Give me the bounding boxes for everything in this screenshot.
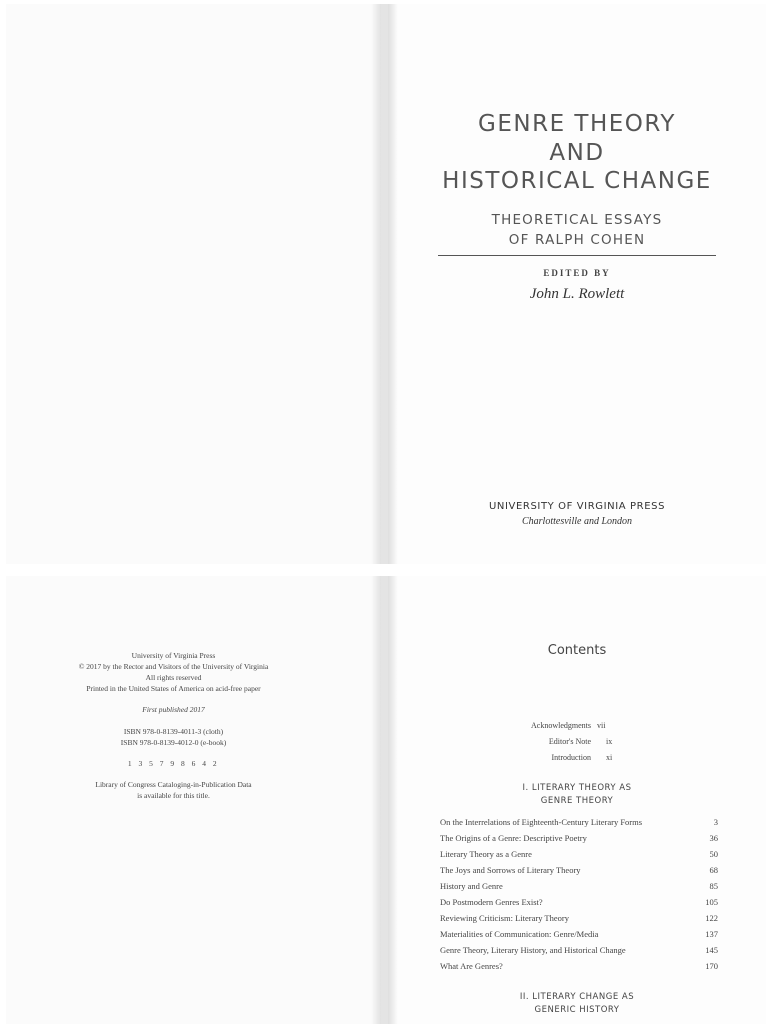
toc-entry-page: 50: [709, 849, 718, 859]
toc-entry-title: History and Genre: [440, 881, 503, 891]
copyright-line: © 2017 by the Rector and Visitors of the University of Virginia: [78, 662, 269, 671]
copyright-line: Printed in the United States of America on acid-free paper: [86, 684, 261, 693]
toc-entry-title: Reviewing Criticism: Literary Theory: [440, 913, 569, 923]
contents-heading: Contents: [547, 643, 607, 658]
toc-entry: [440, 913, 718, 927]
part-two-heading-line-2: GENERIC HISTORY: [534, 1005, 620, 1015]
part-one-heading-line-2: GENRE THEORY: [540, 796, 614, 806]
front-matter-page: ix: [606, 737, 613, 746]
cip-line: is available for this title.: [137, 791, 210, 800]
editor-name: John L. Rowlett: [529, 286, 625, 302]
front-matter-entry: [440, 737, 718, 749]
front-matter-label: Editor's Note: [548, 737, 591, 746]
copyright-page: [6, 576, 381, 1024]
toc-entry: [440, 881, 718, 895]
title-page: [388, 4, 766, 564]
toc-entry-title: Literary Theory as a Genre: [440, 849, 532, 859]
page-gutter-shadow: [388, 4, 398, 564]
toc-entry: [440, 849, 718, 863]
isbn-ebook: ISBN 978-0-8139-4012-0 (e-book): [120, 738, 227, 747]
book-spine-bottom: [381, 576, 388, 1024]
front-matter-page: vii: [597, 721, 606, 730]
contents-page: [388, 576, 766, 1024]
edited-by-label: EDITED BY: [543, 268, 611, 278]
page-gutter-shadow: [371, 4, 381, 564]
toc-entry-page: 85: [709, 881, 718, 891]
scan-separator: [0, 564, 768, 576]
toc-entry: [440, 817, 718, 831]
front-matter-label: Introduction: [551, 753, 591, 762]
toc-entry-title: The Joys and Sorrows of Literary Theory: [440, 865, 581, 875]
page-gutter-shadow: [371, 576, 381, 1024]
part-one-heading-line-1: I. LITERARY THEORY AS: [522, 783, 632, 793]
publisher-location: Charlottesville and London: [522, 516, 632, 527]
toc-entry-page: 36: [709, 833, 718, 843]
toc-entry-page: 68: [709, 865, 718, 875]
toc-entry-page: 122: [705, 913, 718, 923]
book-title-line-3: HISTORICAL CHANGE: [442, 168, 712, 194]
toc-entry: [440, 897, 718, 911]
front-matter-page: xi: [606, 753, 613, 762]
toc-entry-page: 105: [705, 897, 718, 907]
blank-page: [6, 4, 381, 564]
toc-entry: [440, 945, 718, 959]
first-published: First published 2017: [142, 705, 205, 714]
book-title-line-2: AND: [549, 140, 605, 166]
toc-entry-title: What Are Genres?: [440, 961, 503, 971]
book-subtitle-line-1: THEORETICAL ESSAYS: [491, 212, 663, 228]
front-matter-entry: [440, 753, 718, 765]
toc-entry-page: 137: [705, 929, 718, 939]
book-spine-top: [381, 4, 388, 564]
isbn-cloth: ISBN 978-0-8139-4011-3 (cloth): [123, 727, 224, 736]
toc-entry-title: Do Postmodern Genres Exist?: [440, 897, 543, 907]
title-rule: [438, 255, 716, 256]
toc-entry: [440, 833, 718, 847]
toc-entry: [440, 961, 718, 975]
toc-entry-title: The Origins of a Genre: Descriptive Poetry: [440, 833, 587, 843]
toc-entry-page: 170: [705, 961, 718, 971]
toc-entry: [440, 929, 718, 943]
copyright-line: All rights reserved: [145, 673, 202, 682]
toc-entry: [440, 865, 718, 879]
toc-entry-title: Genre Theory, Literary History, and Historical Change: [440, 945, 626, 955]
toc-entry-title: On the Interrelations of Eighteenth-Century Literary Forms: [440, 817, 643, 827]
toc-entry-page: 145: [705, 945, 718, 955]
part-two-heading-line-1: II. LITERARY CHANGE AS: [519, 992, 635, 1002]
copyright-line: University of Virginia Press: [131, 651, 216, 660]
front-matter-entry: [440, 721, 718, 733]
toc-entry-title: Materialities of Communication: Genre/Media: [440, 929, 599, 939]
book-title-line-1: GENRE THEORY: [478, 111, 676, 137]
cip-line: Library of Congress Cataloging-in-Publication Data: [95, 780, 252, 789]
toc-entry-page: 3: [713, 817, 718, 827]
printing-numbers: 1 3 5 7 9 8 6 4 2: [127, 759, 220, 768]
publisher-name: UNIVERSITY OF VIRGINIA PRESS: [488, 501, 666, 512]
book-subtitle-line-2: OF RALPH COHEN: [508, 232, 646, 248]
front-matter-label: Acknowledgments: [531, 721, 591, 730]
